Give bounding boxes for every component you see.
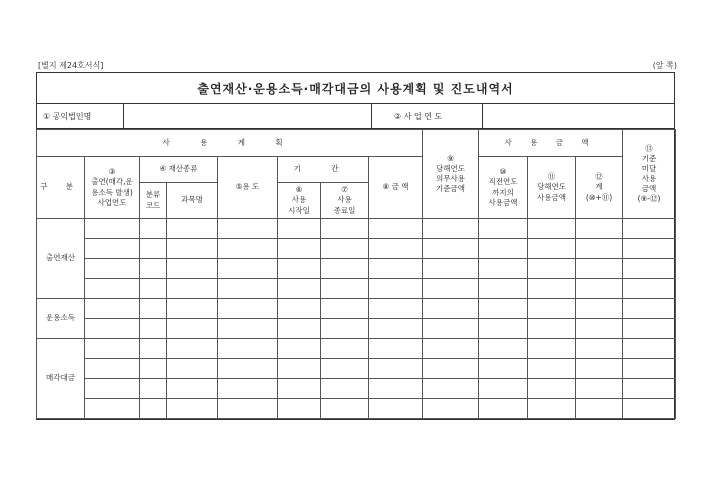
form-number: [별지 제24호서식] — [38, 61, 104, 70]
col13-header: ⑬ 기준 미달 사용 금액 (⑨-⑫) — [623, 130, 676, 219]
table-cell[interactable] — [623, 279, 676, 299]
table-cell[interactable] — [576, 299, 623, 319]
table-cell[interactable] — [218, 379, 278, 399]
table-cell[interactable] — [369, 359, 423, 379]
table-cell[interactable] — [140, 219, 167, 239]
table-cell[interactable] — [85, 299, 140, 319]
table-cell[interactable] — [423, 279, 479, 299]
table-cell[interactable] — [576, 259, 623, 279]
col5-header: ⑤용 도 — [218, 157, 278, 219]
table-cell[interactable] — [140, 339, 167, 359]
table-cell[interactable] — [218, 219, 278, 239]
section-label: 운용소득 — [37, 299, 85, 339]
table-row — [37, 239, 676, 259]
table-cell[interactable] — [85, 399, 140, 419]
usage-table — [36, 129, 676, 419]
table-cell[interactable] — [85, 339, 140, 359]
usage-group-header: 사 용 금 액 — [479, 130, 623, 157]
table-cell[interactable] — [479, 359, 528, 379]
plan-group-header: 사 용 계 획 — [37, 130, 423, 157]
category-header: 구 분 — [37, 157, 85, 219]
table-cell[interactable] — [321, 219, 369, 239]
table-cell[interactable] — [479, 239, 528, 259]
table-cell[interactable] — [576, 339, 623, 359]
table-row — [37, 399, 676, 419]
table-cell[interactable] — [167, 379, 218, 399]
table-cell[interactable] — [140, 319, 167, 339]
col4-group-header: ④ 재산종류 — [140, 157, 218, 183]
table-cell[interactable] — [321, 379, 369, 399]
table-cell[interactable] — [423, 379, 479, 399]
info-row — [37, 104, 674, 129]
table-cell[interactable] — [528, 359, 576, 379]
table-cell[interactable] — [85, 279, 140, 299]
corp-name-field[interactable] — [124, 104, 372, 128]
table-cell[interactable] — [369, 219, 423, 239]
table-cell[interactable] — [321, 259, 369, 279]
table-cell[interactable] — [576, 399, 623, 419]
table-cell[interactable] — [369, 319, 423, 339]
table-cell[interactable] — [423, 319, 479, 339]
corp-name-label: ① 공익법인명 — [37, 104, 124, 128]
table-cell[interactable] — [576, 239, 623, 259]
col10-header: ⑩ 직전연도 까지의 사용금액 — [479, 157, 528, 219]
form-frame — [36, 72, 675, 420]
table-cell[interactable] — [278, 319, 321, 339]
table-cell[interactable] — [218, 339, 278, 359]
table-cell[interactable] — [528, 299, 576, 319]
table-cell[interactable] — [576, 359, 623, 379]
table-cell[interactable] — [576, 379, 623, 399]
table-cell[interactable] — [623, 219, 676, 239]
table-cell[interactable] — [423, 339, 479, 359]
table-cell[interactable] — [423, 239, 479, 259]
table-cell[interactable] — [623, 379, 676, 399]
table-cell[interactable] — [623, 339, 676, 359]
col4-code-header: 분류 코드 — [140, 183, 167, 219]
table-row — [37, 219, 676, 239]
business-year-field[interactable] — [483, 104, 674, 128]
table-cell[interactable] — [218, 299, 278, 319]
table-cell[interactable] — [369, 259, 423, 279]
table-cell[interactable] — [623, 239, 676, 259]
table-cell[interactable] — [479, 379, 528, 399]
table-cell[interactable] — [528, 339, 576, 359]
table-cell[interactable] — [528, 219, 576, 239]
table-cell[interactable] — [369, 239, 423, 259]
col8-header: ⑧ 금 액 — [369, 157, 423, 219]
table-cell[interactable] — [479, 279, 528, 299]
table-cell[interactable] — [528, 279, 576, 299]
table-cell[interactable] — [321, 319, 369, 339]
table-cell[interactable] — [278, 379, 321, 399]
table-cell[interactable] — [140, 379, 167, 399]
table-cell[interactable] — [218, 259, 278, 279]
form-title: 출연재산·운용소득·매각대금의 사용계획 및 진도내역서 — [37, 73, 674, 104]
table-cell[interactable] — [423, 399, 479, 419]
table-cell[interactable] — [167, 339, 218, 359]
table-cell[interactable] — [140, 399, 167, 419]
table-cell[interactable] — [218, 319, 278, 339]
table-cell[interactable] — [140, 259, 167, 279]
table-cell[interactable] — [140, 359, 167, 379]
table-cell[interactable] — [479, 399, 528, 419]
table-cell[interactable] — [623, 299, 676, 319]
col12-header: ⑫ 계 (⑩+⑪) — [576, 157, 623, 219]
table-cell[interactable] — [167, 399, 218, 419]
table-row — [37, 299, 676, 319]
table-cell[interactable] — [218, 239, 278, 259]
table-cell[interactable] — [321, 339, 369, 359]
table-cell[interactable] — [321, 279, 369, 299]
table-cell[interactable] — [623, 359, 676, 379]
table-cell[interactable] — [140, 299, 167, 319]
section-label: 출연재산 — [37, 219, 85, 299]
table-cell[interactable] — [278, 239, 321, 259]
table-cell[interactable] — [369, 279, 423, 299]
table-cell[interactable] — [85, 219, 140, 239]
col11-header: ⑪ 당해연도 사용금액 — [528, 157, 576, 219]
table-cell[interactable] — [423, 259, 479, 279]
table-cell[interactable] — [479, 319, 528, 339]
table-cell[interactable] — [479, 219, 528, 239]
table-row — [37, 319, 676, 339]
table-row — [37, 379, 676, 399]
table-cell[interactable] — [278, 259, 321, 279]
table-cell[interactable] — [140, 279, 167, 299]
table-cell[interactable] — [479, 339, 528, 359]
table-cell[interactable] — [369, 339, 423, 359]
col6-header: ⑥ 사용 시작일 — [278, 183, 321, 219]
table-cell[interactable] — [167, 359, 218, 379]
table-cell[interactable] — [623, 259, 676, 279]
table-cell[interactable] — [85, 319, 140, 339]
table-cell[interactable] — [321, 359, 369, 379]
period-group-header: 기 간 — [278, 157, 369, 183]
table-cell[interactable] — [321, 299, 369, 319]
table-cell[interactable] — [167, 279, 218, 299]
table-cell[interactable] — [278, 219, 321, 239]
table-cell[interactable] — [278, 339, 321, 359]
table-cell[interactable] — [278, 299, 321, 319]
table-cell[interactable] — [140, 239, 167, 259]
table-cell[interactable] — [278, 359, 321, 379]
table-cell[interactable] — [479, 259, 528, 279]
table-cell[interactable] — [167, 319, 218, 339]
table-cell[interactable] — [528, 379, 576, 399]
col4-subject-header: 과목명 — [167, 183, 218, 219]
col7-header: ⑦ 사용 종료일 — [321, 183, 369, 219]
table-cell[interactable] — [218, 399, 278, 419]
table-cell[interactable] — [423, 219, 479, 239]
table-cell[interactable] — [576, 219, 623, 239]
table-row — [37, 359, 676, 379]
table-cell[interactable] — [167, 219, 218, 239]
table-cell[interactable] — [218, 279, 278, 299]
page-side: (앞 쪽) — [652, 61, 677, 70]
table-cell[interactable] — [576, 319, 623, 339]
table-cell[interactable] — [85, 239, 140, 259]
table-cell[interactable] — [218, 359, 278, 379]
table-cell[interactable] — [528, 319, 576, 339]
table-cell[interactable] — [167, 259, 218, 279]
table-cell[interactable] — [167, 239, 218, 259]
section-label: 매각대금 — [37, 339, 85, 419]
table-cell[interactable] — [528, 239, 576, 259]
table-cell[interactable] — [623, 319, 676, 339]
table-cell[interactable] — [278, 399, 321, 419]
table-cell[interactable] — [321, 399, 369, 419]
col9-header: ⑨ 당해연도 의무사용 기준금액 — [423, 130, 479, 219]
table-cell[interactable] — [278, 279, 321, 299]
table-cell[interactable] — [576, 279, 623, 299]
table-cell[interactable] — [369, 399, 423, 419]
table-cell[interactable] — [369, 299, 423, 319]
table-row — [37, 339, 676, 359]
table-cell[interactable] — [528, 399, 576, 419]
table-cell[interactable] — [528, 259, 576, 279]
table-row — [37, 279, 676, 299]
table-cell[interactable] — [85, 259, 140, 279]
table-cell[interactable] — [85, 359, 140, 379]
table-cell[interactable] — [167, 299, 218, 319]
table-cell[interactable] — [369, 379, 423, 399]
table-cell[interactable] — [423, 359, 479, 379]
business-year-label: ② 사 업 연 도 — [372, 104, 483, 128]
table-cell[interactable] — [321, 239, 369, 259]
table-cell[interactable] — [479, 299, 528, 319]
col3-header: ③ 출연(매각,운 용소득 발생) 사업연도 — [85, 157, 140, 219]
table-cell[interactable] — [623, 399, 676, 419]
table-row — [37, 259, 676, 279]
table-cell[interactable] — [423, 299, 479, 319]
table-cell[interactable] — [85, 379, 140, 399]
